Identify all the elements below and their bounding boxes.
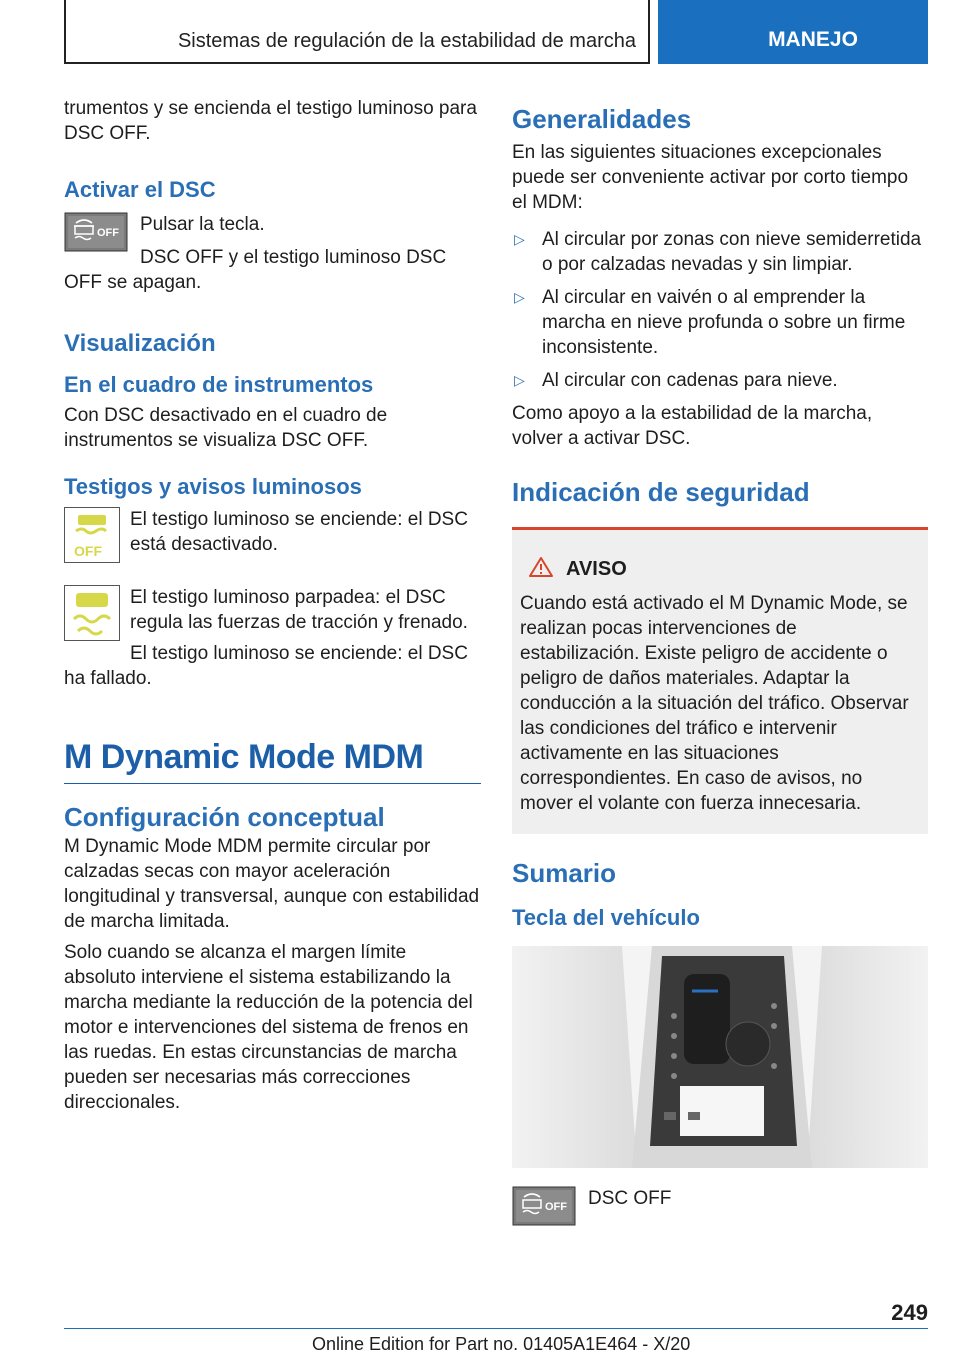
- svg-text:OFF: OFF: [74, 543, 102, 559]
- list-item: ▷ Al circular con cadenas para nieve.: [514, 370, 838, 391]
- footer-edition: Online Edition for Part no. 01405A1E464 - X/20: [312, 1334, 691, 1354]
- tecla-heading: Tecla del vehículo: [512, 905, 700, 930]
- dsc-off-key-row: [512, 1186, 928, 1230]
- testigo2-block: [64, 585, 481, 697]
- activar-step2: DSC OFF y el testigo luminoso DSC OFF se apagan.: [64, 247, 447, 293]
- dsc-off-button-icon: [64, 212, 128, 252]
- page-header: [64, 0, 928, 64]
- configuracion-heading: Configuración conceptual: [64, 802, 385, 832]
- activar-dsc-heading: Activar el DSC: [64, 177, 216, 202]
- triangle-bullet-icon: ▷: [514, 231, 525, 247]
- generalidades-heading: Generalidades: [512, 104, 692, 134]
- dsc-off-button-icon: [512, 1186, 576, 1226]
- dsc-off-label: DSC OFF: [588, 1188, 672, 1209]
- activar-block: [64, 212, 481, 295]
- warning-box: [512, 527, 928, 834]
- page-number: 249: [891, 1300, 928, 1325]
- header-section-tab: [658, 0, 928, 64]
- configuracion-paragraph2: Solo cuando se alcanza el margen límite absoluto interviene el sistema estabilizando la marcha mediante la reducción de la potencia del motor e intervenciones del sistema de frenos en las ruedas. En estas circunstancias de marcha pueden ser necesarias más correcciones direccionales.: [64, 942, 473, 1113]
- configuracion-paragraph1: M Dynamic Mode MDM permite circular por calzadas secas con mayor aceleración longitudinal y transversal, aunque con estabilidad de marcha limitada.: [64, 836, 480, 932]
- warning-text: Cuando está activado el M Dynamic Mode, se realizan pocas intervenciones de estabilización. Existe peligro de accidente o peligro de daños materiales. Adaptar la conducción a la situación del tráfico. Observar las condiciones del tráfico e intervenir activamente en las situaciones correspondientes. En caso de avisos, no mover el volante con fuerza innecesaria.: [520, 593, 909, 814]
- cuadro-heading: En el cuadro de instrumentos: [64, 372, 374, 397]
- apoyo-paragraph: Como apoyo a la estabilidad de la marcha, volver a activar DSC.: [512, 403, 873, 449]
- center-console-image: [512, 946, 928, 1168]
- warning-header: [520, 556, 920, 583]
- warning-triangle-icon: [528, 556, 554, 583]
- list-item: ▷ Al circular en vaivén o al emprender la marcha en nieve profunda o sobre un firme inconsistente.: [514, 287, 906, 358]
- section-title: MANEJO: [768, 28, 858, 51]
- sumario-heading: Sumario: [512, 858, 617, 888]
- activar-step1: Pulsar la tecla.: [140, 214, 265, 235]
- dsc-off-warning-light-icon: [64, 507, 120, 563]
- testigo2-text: El testigo luminoso parpadea: el DSC regula las fuerzas de tracción y frenado.: [130, 587, 468, 633]
- footer-rule: [64, 1328, 928, 1329]
- warning-title: AVISO: [566, 558, 627, 580]
- seguridad-heading: Indicación de seguridad: [512, 477, 810, 507]
- svg-text:OFF: OFF: [545, 1201, 567, 1213]
- chapter-title: Sistemas de regulación de la estabilidad de marcha: [177, 30, 636, 52]
- mdm-heading-rule: [64, 783, 481, 784]
- testigo1-text: El testigo luminoso se enciende: el DSC está desactivado.: [130, 509, 468, 555]
- triangle-bullet-icon: ▷: [514, 372, 525, 388]
- right-column: [512, 96, 928, 1230]
- testigos-heading: Testigos y avisos luminosos: [64, 474, 362, 499]
- triangle-bullet-icon: ▷: [514, 289, 525, 305]
- mdm-heading: M Dynamic Mode MDM: [64, 738, 424, 776]
- header-chapter-box: [64, 0, 650, 64]
- cuadro-paragraph: Con DSC desactivado en el cuadro de instrumentos se visualiza DSC OFF.: [64, 405, 388, 451]
- svg-text:OFF: OFF: [97, 227, 119, 239]
- left-column: [64, 96, 481, 1121]
- list-item: ▷ Al circular por zonas con nieve semiderretida o por calzadas nevadas y sin limpiar.: [514, 229, 922, 275]
- testigo3-text: El testigo luminoso se enciende: el DSC ha fallado.: [64, 643, 468, 689]
- intro-paragraph: trumentos y se encienda el testigo luminoso para DSC OFF.: [64, 98, 477, 144]
- generalidades-paragraph: En las siguientes situaciones excepcionales puede ser conveniente activar por corto tiempo el MDM:: [512, 142, 909, 213]
- dsc-warning-light-icon: [64, 585, 120, 641]
- testigo1-block: [64, 507, 481, 567]
- visualizacion-heading: Visualización: [64, 330, 216, 357]
